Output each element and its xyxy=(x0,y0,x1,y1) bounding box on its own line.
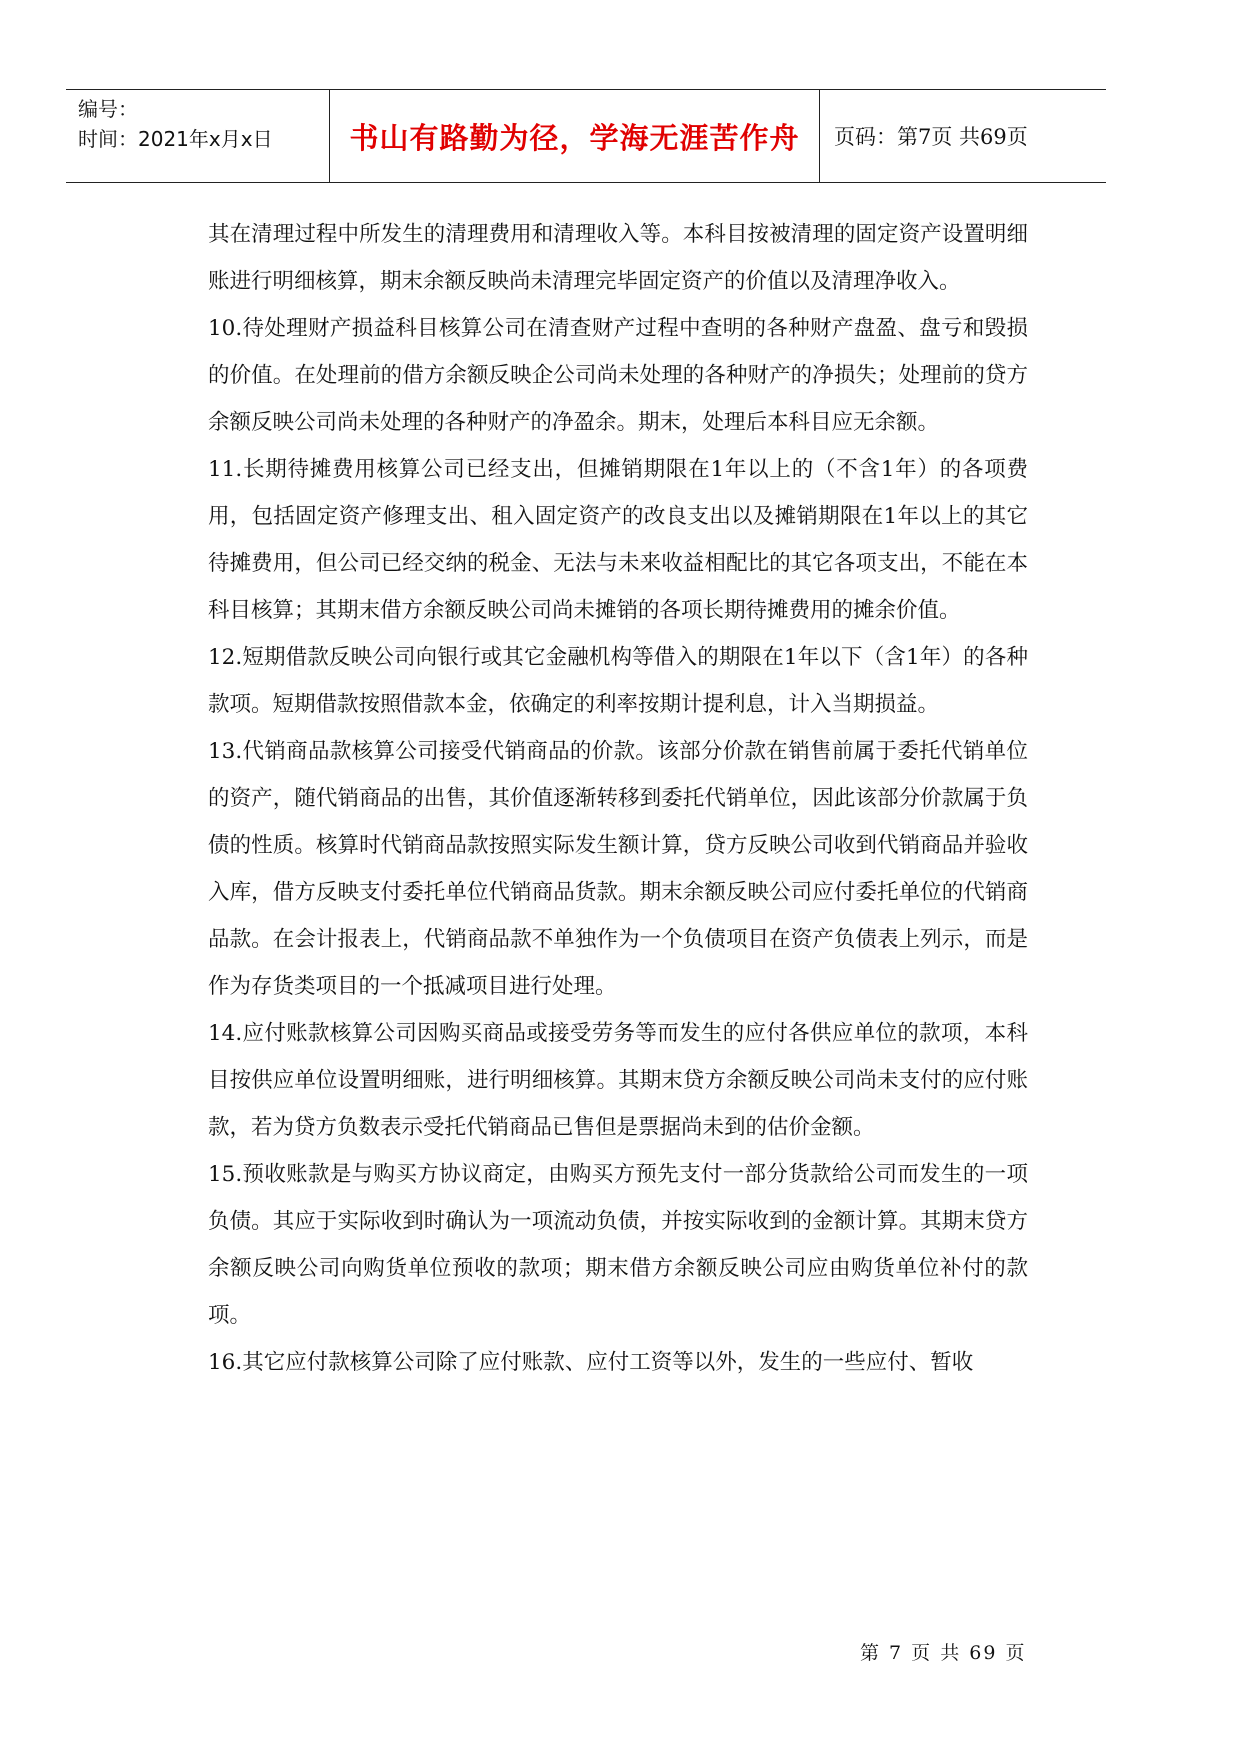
header-motto: 书山有路勤为径，学海无涯苦作舟 xyxy=(330,90,820,182)
paragraph: 10.待处理财产损益科目核算公司在清查财产过程中查明的各种财产盘盈、盘亏和毁损的价值。在处理前的借方余额反映企公司尚未处理的各种财产的净损失；处理前的贷方余额反映公司尚未处理的各种财产的净盈余。期末，处理后本科目应无余额。 xyxy=(208,316,1028,435)
header-page-info: 页码：第7页 共69页 xyxy=(834,125,1028,149)
paragraph: 13.代销商品款核算公司接受代销商品的价款。该部分价款在销售前属于委托代销单位的资产，随代销商品的出售，其价值逐渐转移到委托代销单位，因此该部分价款属于负债的性质。核算时代销商品款按照实际发生额计算，贷方反映公司收到代销商品并验收入库，借方反映支付委托单位代销商品货款。期末余额反映公司应付委托单位的代销商品款。在会计报表上，代销商品款不单独作为一个负债项目在资产负债表上列示，而是作为存货类项目的一个抵减项目进行处理。 xyxy=(208,739,1028,999)
document-number-label: 编号： xyxy=(78,97,138,121)
paragraph: 其在清理过程中所发生的清理费用和清理收入等。本科目按被清理的固定资产设置明细账进行明细核算，期末余额反映尚未清理完毕固定资产的价值以及清理净收入。 xyxy=(208,222,1028,294)
paragraph: 15.预收账款是与购买方协议商定，由购买方预先支付一部分货款给公司而发生的一项负债。其应于实际收到时确认为一项流动负债，并按实际收到的金额计算。其期末贷方余额反映公司向购货单位预收的款项；期末借方余额反映公司应由购货单位补付的款项。 xyxy=(208,1162,1028,1328)
document-time-label: 时间：2021年x月x日 xyxy=(78,127,273,151)
header-meta xyxy=(66,90,330,182)
page-footer: 第 7 页 共 69 页 xyxy=(860,1642,1027,1664)
paragraph: 12.短期借款反映公司向银行或其它金融机构等借入的期限在1年以下（含1年）的各种款项。短期借款按照借款本金，依确定的利率按期计提利息，计入当期损益。 xyxy=(208,645,1028,717)
paragraph: 14.应付账款核算公司因购买商品或接受劳务等而发生的应付各供应单位的款项，本科目按供应单位设置明细账，进行明细核算。其期末贷方余额反映公司尚未支付的应付账款，若为贷方负数表示受托代销商品已售但是票据尚未到的估价金额。 xyxy=(208,1021,1028,1140)
document-body xyxy=(208,211,1028,1386)
paragraph: 16.其它应付款核算公司除了应付账款、应付工资等以外，发生的一些应付、暂收 xyxy=(208,1350,974,1375)
page-header xyxy=(66,89,1106,183)
paragraph: 11.长期待摊费用核算公司已经支出，但摊销期限在1年以上的（不含1年）的各项费用，包括固定资产修理支出、租入固定资产的改良支出以及摊销期限在1年以上的其它待摊费用，但公司已经交纳的税金、无法与未来收益相配比的其它各项支出，不能在本科目核算；其期末借方余额反映公司尚未摊销的各项长期待摊费用的摊余价值。 xyxy=(208,457,1028,623)
